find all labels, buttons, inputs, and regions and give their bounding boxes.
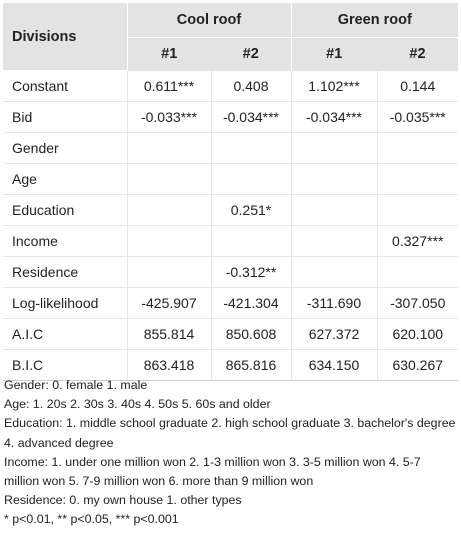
table-cell: 627.372 bbox=[291, 319, 377, 350]
subheader-green-1: #1 bbox=[326, 46, 343, 62]
table-cell bbox=[127, 226, 211, 257]
note-line: Education: 1. middle school graduate 2. high school graduate 3. bachelor's degree 4. advanced degree bbox=[4, 416, 456, 450]
table-cell bbox=[377, 164, 458, 195]
table-cell: -0.034*** bbox=[211, 102, 291, 133]
table-cell bbox=[377, 133, 458, 164]
subheader-cool-2: #2 bbox=[211, 38, 291, 71]
table-cell: -425.907 bbox=[127, 288, 211, 319]
table-row bbox=[3, 288, 458, 319]
table-cell: 0.144 bbox=[377, 71, 458, 102]
table-cell: -0.033*** bbox=[127, 102, 211, 133]
table-cell bbox=[291, 195, 377, 226]
subheader-cool-1: #1 bbox=[161, 46, 178, 62]
table-cell bbox=[377, 195, 458, 226]
table-row bbox=[3, 319, 458, 350]
note-line: Residence: 0. my own house 1. other types bbox=[4, 493, 242, 508]
table-cell: 634.150 bbox=[291, 350, 377, 381]
row-label: Education bbox=[3, 195, 127, 226]
row-label: Residence bbox=[3, 257, 127, 288]
table-cell bbox=[291, 226, 377, 257]
table-cell bbox=[291, 257, 377, 288]
table-cell bbox=[127, 195, 211, 226]
row-label: B.I.C bbox=[3, 350, 127, 381]
table-cell: -0.034*** bbox=[291, 102, 377, 133]
table-row bbox=[3, 226, 458, 257]
table-cell bbox=[211, 133, 291, 164]
group-header-green-roof: Green roof bbox=[291, 3, 458, 38]
table-cell: 1.102*** bbox=[291, 71, 377, 102]
table-cell bbox=[377, 257, 458, 288]
table-row bbox=[3, 257, 458, 288]
table-cell bbox=[291, 133, 377, 164]
table-cell: 855.814 bbox=[127, 319, 211, 350]
table-row bbox=[3, 102, 458, 133]
note-line: Income: 1. under one million won 2. 1-3 million won 3. 3-5 million won 4. 5-7 million won 5. 7-9 million won 6. more than 9 million won bbox=[4, 454, 421, 489]
divisions-header: Divisions bbox=[3, 3, 127, 71]
table-row bbox=[3, 133, 458, 164]
table-cell: -421.304 bbox=[211, 288, 291, 319]
table-cell bbox=[127, 164, 211, 195]
group-header-cool-roof: Cool roof bbox=[127, 3, 291, 38]
table-cell: 0.611*** bbox=[127, 71, 211, 102]
table-row bbox=[3, 71, 458, 102]
subheader-green-2: #2 bbox=[409, 46, 426, 62]
table-row bbox=[3, 195, 458, 226]
row-label: Gender bbox=[3, 133, 127, 164]
row-label: Bid bbox=[3, 102, 127, 133]
table-cell: -311.690 bbox=[291, 288, 377, 319]
note-line: Age: 1. 20s 2. 30s 3. 40s 4. 50s 5. 60s and older bbox=[4, 397, 271, 412]
table-cell: 865.816 bbox=[211, 350, 291, 381]
table-cell bbox=[127, 257, 211, 288]
table-cell: 0.408 bbox=[211, 71, 291, 102]
table-cell: 630.267 bbox=[377, 350, 458, 381]
note-line: Gender: 0. female 1. male bbox=[4, 378, 148, 392]
table-notes bbox=[4, 376, 458, 530]
table-header-row bbox=[3, 3, 458, 38]
table-row bbox=[3, 164, 458, 195]
table-cell bbox=[291, 164, 377, 195]
row-label: Constant bbox=[3, 71, 127, 102]
row-label: Age bbox=[3, 164, 127, 195]
table-cell: -307.050 bbox=[377, 288, 458, 319]
table-cell bbox=[127, 133, 211, 164]
table-cell: 620.100 bbox=[377, 319, 458, 350]
table-cell: 0.251* bbox=[211, 195, 291, 226]
table-cell bbox=[211, 226, 291, 257]
row-label: Income bbox=[3, 226, 127, 257]
row-label: Log-likelihood bbox=[3, 288, 127, 319]
table-cell bbox=[211, 164, 291, 195]
table-cell: -0.035*** bbox=[377, 102, 458, 133]
table-cell: 863.418 bbox=[127, 350, 211, 381]
table-cell: 850.608 bbox=[211, 319, 291, 350]
row-label: A.I.C bbox=[3, 319, 127, 350]
note-line: * p<0.01, ** p<0.05, *** p<0.001 bbox=[4, 512, 179, 527]
table-cell: 0.327*** bbox=[377, 226, 458, 257]
table-cell: -0.312** bbox=[211, 257, 291, 288]
results-table bbox=[3, 3, 458, 381]
